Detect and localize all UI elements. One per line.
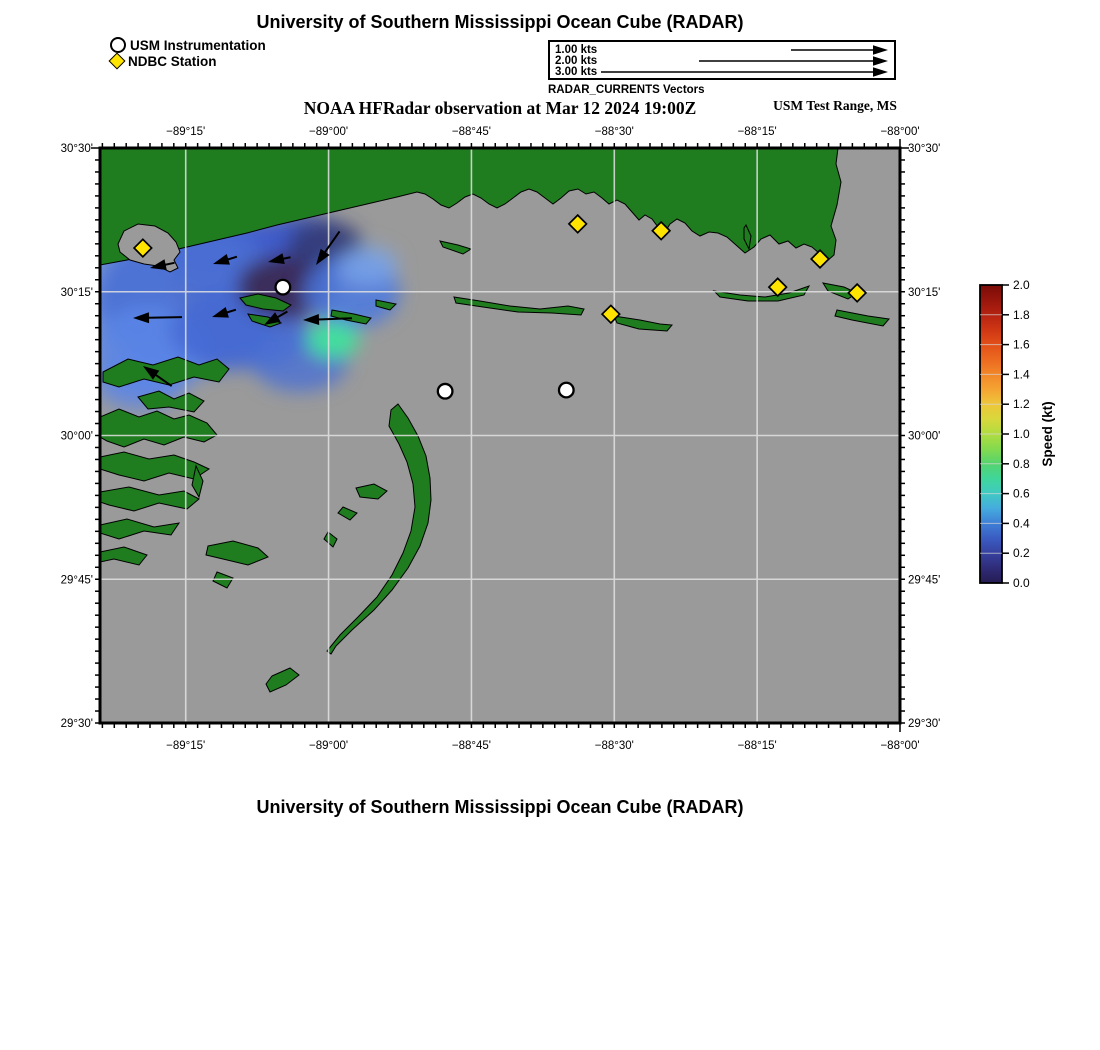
svg-text:29°45': 29°45' bbox=[60, 574, 93, 587]
usm-station-marker bbox=[276, 280, 291, 295]
svg-text:30°15': 30°15' bbox=[908, 286, 941, 299]
svg-text:−88°15': −88°15' bbox=[737, 740, 777, 752]
footer-title: University of Southern Mississippi Ocean Cube (RADAR) bbox=[256, 797, 744, 817]
map-subtitle: NOAA HFRadar observation at Mar 12 2024 19:00Z bbox=[303, 98, 697, 118]
colorbar-tick-label: 0.2 bbox=[1013, 546, 1030, 561]
colorbar-tick-label: 1.4 bbox=[1013, 367, 1030, 382]
svg-text:−89°15': −89°15' bbox=[166, 740, 206, 752]
svg-text:−88°30': −88°30' bbox=[594, 740, 634, 752]
colorbar-tick-label: 0.8 bbox=[1013, 456, 1030, 471]
svg-text:−88°00': −88°00' bbox=[880, 740, 920, 752]
svg-text:−89°15': −89°15' bbox=[166, 126, 206, 138]
range-label: USM Test Range, MS bbox=[773, 98, 897, 113]
vector-scale-caption: RADAR_CURRENTS Vectors bbox=[548, 84, 705, 96]
svg-text:30°30': 30°30' bbox=[908, 143, 941, 155]
svg-text:30°00': 30°00' bbox=[60, 430, 93, 443]
colorbar-tick-label: 0.6 bbox=[1013, 486, 1030, 501]
colorbar-tick-label: 1.8 bbox=[1013, 307, 1030, 322]
svg-text:29°45': 29°45' bbox=[908, 574, 941, 587]
svg-text:29°30': 29°30' bbox=[60, 718, 93, 730]
svg-text:−89°00': −89°00' bbox=[309, 126, 349, 138]
svg-text:−88°45': −88°45' bbox=[451, 740, 491, 752]
svg-text:−88°15': −88°15' bbox=[737, 126, 777, 138]
colorbar-tick-label: 0.4 bbox=[1013, 516, 1030, 531]
svg-text:30°30': 30°30' bbox=[60, 143, 93, 155]
colorbar-tick-label: 0.0 bbox=[1013, 576, 1030, 590]
usm-station-marker bbox=[559, 383, 574, 398]
svg-text:30°00': 30°00' bbox=[908, 430, 941, 443]
vector-scale-label-1: 1.00 kts bbox=[555, 44, 598, 56]
svg-text:−88°00': −88°00' bbox=[880, 126, 920, 138]
colorbar-title: Speed (kt) bbox=[1040, 401, 1055, 467]
colorbar-tick-label: 2.0 bbox=[1013, 278, 1030, 292]
svg-text:30°15': 30°15' bbox=[60, 286, 93, 299]
svg-text:−88°30': −88°30' bbox=[594, 126, 634, 138]
svg-text:−89°00': −89°00' bbox=[309, 740, 349, 752]
vector-scale-label-3: 3.00 kts bbox=[555, 66, 598, 78]
svg-text:29°30': 29°30' bbox=[908, 718, 941, 730]
legend-label: NDBC Station bbox=[128, 53, 217, 69]
colorbar-tick-label: 1.2 bbox=[1013, 397, 1030, 412]
svg-text:−88°45': −88°45' bbox=[451, 126, 491, 138]
legend-label: USM Instrumentation bbox=[130, 37, 266, 53]
colorbar bbox=[980, 278, 1055, 590]
colorbar-tick-label: 1.6 bbox=[1013, 337, 1030, 352]
vector-scale-label-2: 2.00 kts bbox=[555, 55, 598, 67]
usm-station-marker bbox=[438, 384, 453, 399]
page-title: University of Southern Mississippi Ocean Cube (RADAR) bbox=[256, 12, 744, 32]
colorbar-tick-label: 1.0 bbox=[1013, 427, 1030, 441]
